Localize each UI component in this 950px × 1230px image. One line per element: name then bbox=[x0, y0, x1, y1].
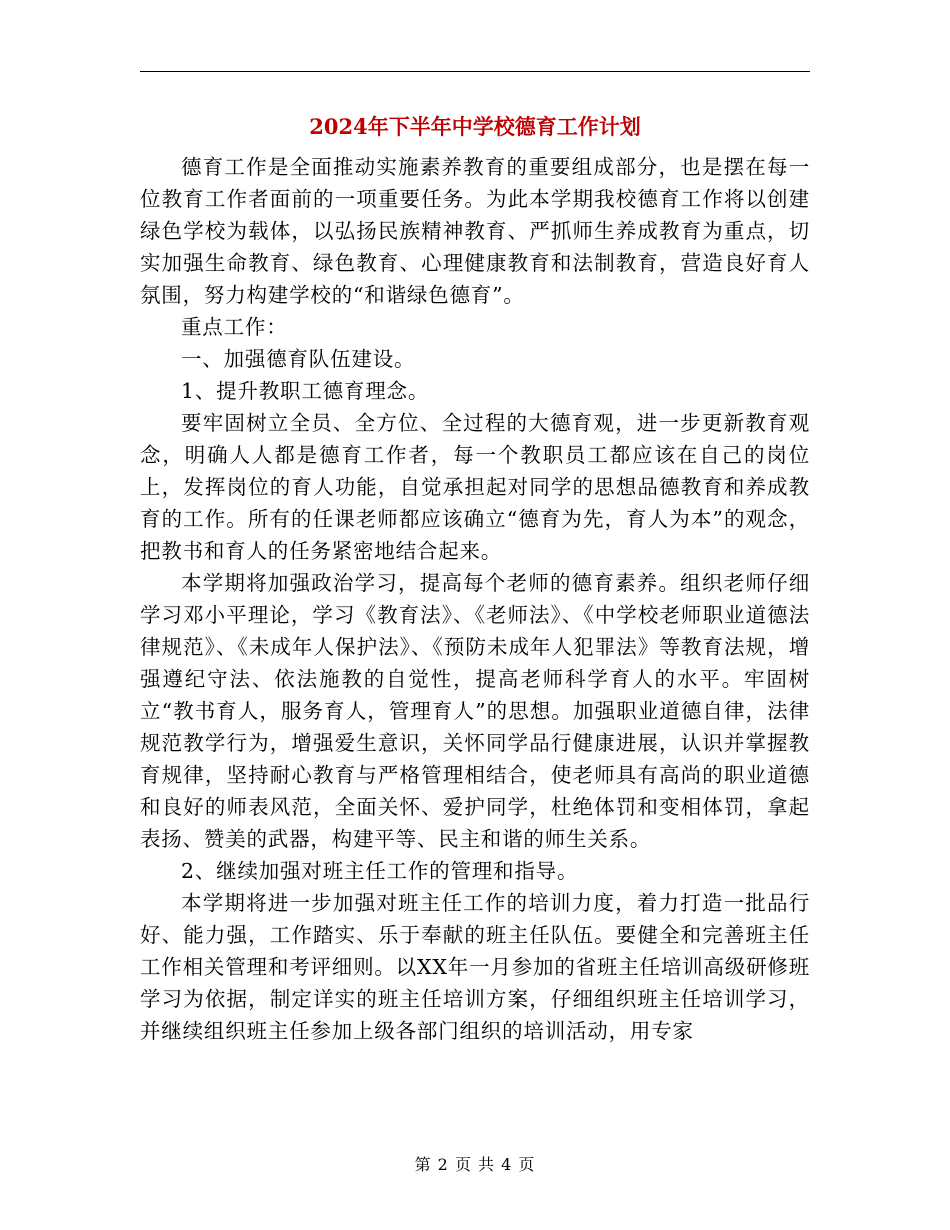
subsection-heading-1: 1、提升教职工德育理念。 bbox=[181, 379, 430, 403]
document-title: 2024年下半年中学校德育工作计划 bbox=[309, 114, 641, 139]
paragraph-political-study: 本学期将加强政治学习，提高每个老师的德育素养。组织老师仔细学习邓小平理论，学习《教育法》、《老师法》、《中学校老师职业道德法律规范》、《未成年人保护法》、《预防未成年人犯罪法》等教育法规，增强遵纪守法、依法施教的自觉性，提高老师科学育人的水平。牢固树立“教书育人，服务育人，管理育人”的思想。加强职业道德自律，法律规范教学行为，增强爱生意识，关怀同学品行健康进展，认识并掌握教育规律，坚持耐心教育与严格管理相结合，使老师具有高尚的职业道德和良好的师表风范，全面关怀、爱护同学，杜绝体罚和变相体罚，拿起表扬、赞美的武器，构建平等、民主和谐的师生关系。 bbox=[140, 571, 810, 851]
header-rule bbox=[140, 71, 810, 72]
paragraph-intro: 德育工作是全面推动实施素养教育的重要组成部分，也是摆在每一位教育工作者面前的一项重要任务。为此本学期我校德育工作将以创建绿色学校为载体，以弘扬民族精神教育、严抓师生养成教育为重点，切实加强生命教育、绿色教育、心理健康教育和法制教育，营造良好育人氛围，努力构建学校的“和谐绿色德育”。 bbox=[140, 155, 810, 307]
document-body bbox=[140, 151, 810, 1047]
subsection-heading-2: 2、继续加强对班主任工作的管理和指导。 bbox=[181, 859, 579, 883]
page-number-footer: 第 2 页 共 4 页 bbox=[414, 1155, 536, 1174]
paragraph-key-work-heading: 重点工作： bbox=[181, 315, 288, 339]
paragraph-moral-concept: 要牢固树立全员、全方位、全过程的大德育观，进一步更新教育观念，明确人人都是德育工作者，每一个教职员工都应该在自己的岗位上，发挥岗位的育人功能，自觉承担起对同学的思想品德教育和养成教育的工作。所有的任课老师都应该确立“德育为先，育人为本”的观念，把教书和育人的任务紧密地结合起来。 bbox=[140, 411, 810, 563]
section-heading-1: 一、加强德育队伍建设。 bbox=[181, 347, 416, 371]
paragraph-class-teacher-training: 本学期将进一步加强对班主任工作的培训力度，着力打造一批品行好、能力强，工作踏实、乐于奉献的班主任队伍。要健全和完善班主任工作相关管理和考评细则。以XX年一月参加的省班主任培训高级研修班学习为依据，制定详实的班主任培训方案，仔细组织班主任培训学习，并继续组织班主任参加上级各部门组织的培训活动，用专家 bbox=[140, 891, 810, 1043]
